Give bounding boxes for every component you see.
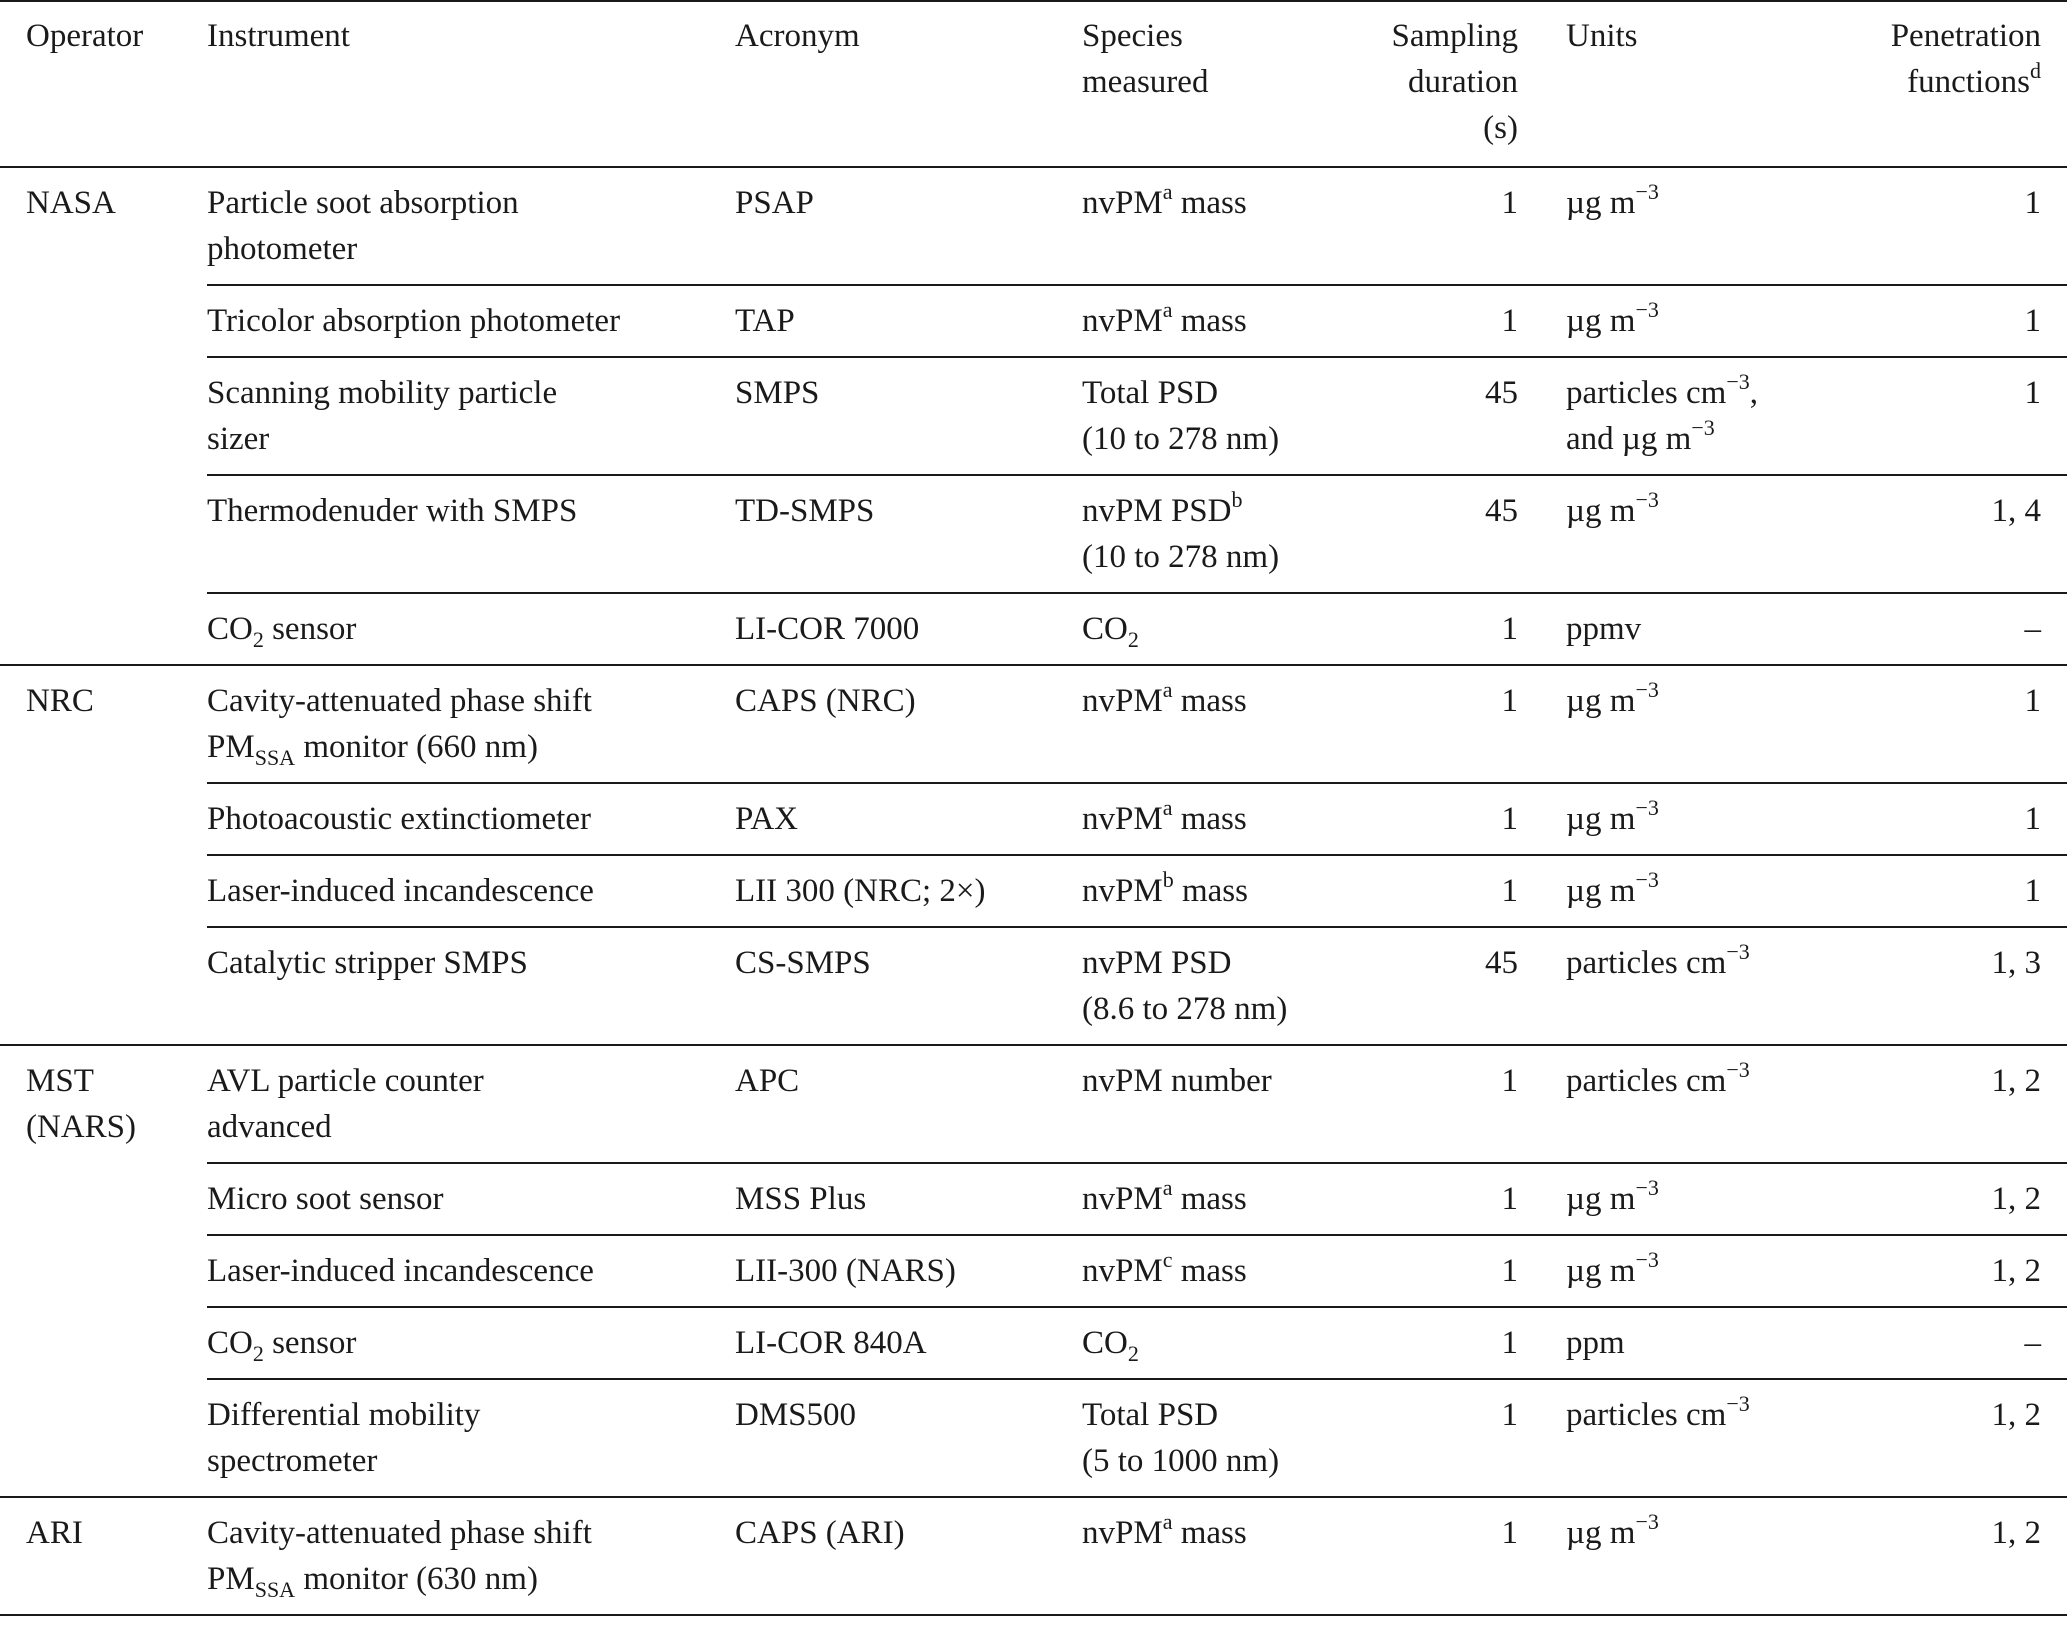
table-row — [0, 855, 2067, 927]
species-cell: nvPM$^a$ mass — [1082, 1497, 1323, 1615]
table-row — [0, 1235, 2067, 1307]
acronym-cell: LI-COR 840A — [735, 1307, 1082, 1379]
units-cell: particles $cm^{-3}$ — [1542, 1379, 1797, 1497]
instrument-cell: Tricolor absorption photometer — [207, 285, 735, 357]
table-row — [0, 1497, 2067, 1615]
acronym-cell: PAX — [735, 783, 1082, 855]
footnote-marker: a — [1162, 677, 1173, 702]
acronym-cell: CS-SMPS — [735, 927, 1082, 1045]
duration-cell: 1 — [1323, 593, 1542, 665]
units-cell: µg $m^{-3}$ — [1542, 665, 1797, 783]
units-cell: ppmv — [1542, 593, 1797, 665]
species-cell: nvPM number — [1082, 1045, 1323, 1163]
species-cell: nvPM$^a$ mass — [1082, 783, 1323, 855]
table-row — [0, 285, 2067, 357]
duration-cell: 1 — [1323, 1045, 1542, 1163]
duration-cell: 1 — [1323, 1307, 1542, 1379]
penetration-cell: 1, 3 — [1797, 927, 2067, 1045]
penetration-cell: 1 — [1797, 285, 2067, 357]
duration-cell: 1 — [1323, 1235, 1542, 1307]
acronym-cell: LII 300 (NRC; 2×) — [735, 855, 1082, 927]
table-row — [0, 357, 2067, 475]
footnote-marker: d — [2030, 58, 2041, 83]
instrument-cell: Laser-induced incandescence — [207, 1235, 735, 1307]
units-cell: µg $m^{-3}$ — [1542, 475, 1797, 593]
penetration-cell: 1 — [1797, 357, 2067, 475]
instrument-cell: Photoacoustic extinctiometer — [207, 783, 735, 855]
footnote-marker: a — [1162, 795, 1173, 820]
species-cell: nvPM$^b$ mass — [1082, 855, 1323, 927]
instrument-cell: Laser-induced incandescence — [207, 855, 735, 927]
footnote-marker: b — [1231, 487, 1243, 512]
penetration-cell: 1 — [1797, 783, 2067, 855]
header-units: Units — [1542, 1, 1797, 167]
units-cell: particles $cm^{-3}$ — [1542, 1045, 1797, 1163]
footnote-marker: b — [1162, 867, 1174, 892]
penetration-cell: – — [1797, 593, 2067, 665]
instrument-cell: Micro soot sensor — [207, 1163, 735, 1235]
footnote-marker: c — [1162, 1247, 1173, 1272]
table-row — [0, 167, 2067, 285]
table-row — [0, 1045, 2067, 1163]
duration-cell: 1 — [1323, 855, 1542, 927]
table-row — [0, 1379, 2067, 1497]
header-instrument: Instrument — [207, 1, 735, 167]
operator-cell: NASA — [26, 185, 116, 221]
duration-cell: 45 — [1323, 475, 1542, 593]
species-cell: nvPM$^a$ mass — [1082, 665, 1323, 783]
duration-cell: 45 — [1323, 927, 1542, 1045]
penetration-cell: 1 — [2024, 185, 2041, 221]
duration-cell: 1 — [1323, 1379, 1542, 1497]
instrument-cell: Cavity-attenuated phase shift $PM_{SSA}$ monitor (630 nm) — [207, 1497, 735, 1615]
duration-cell: 1 — [1501, 185, 1518, 221]
units-cell: particles $cm^{-3}$, and µg $m^{-3}$ — [1542, 357, 1797, 475]
species-cell: Total PSD (5 to 1000 nm) — [1082, 1379, 1323, 1497]
acronym-cell: MSS Plus — [735, 1163, 1082, 1235]
species-cell: nvPM$^a$ mass — [1082, 1163, 1323, 1235]
instrument-cell: Cavity-attenuated phase shift $PM_{SSA}$ monitor (660 nm) — [207, 665, 735, 783]
duration-cell: 1 — [1323, 665, 1542, 783]
operator-cell: ARI — [0, 1497, 207, 1615]
table-row — [0, 665, 2067, 783]
footnote-marker: a — [1162, 1175, 1173, 1200]
operator-cell: NRC — [0, 665, 207, 1045]
penetration-cell: 1, 2 — [1797, 1235, 2067, 1307]
footnote-marker: a — [1162, 179, 1173, 204]
instrument-cell: AVL particle counter advanced — [207, 1045, 735, 1163]
header-sampling-duration: Sampling duration (s) — [1323, 1, 1542, 167]
header-species: Species measured — [1082, 1, 1323, 167]
acronym-cell: TAP — [735, 285, 1082, 357]
footnote-marker: a — [1162, 1509, 1173, 1534]
units-cell: µg $m^{-3}$ — [1542, 783, 1797, 855]
instrument-cell: Catalytic stripper SMPS — [207, 927, 735, 1045]
units-cell: µg $m^{-3}$ — [1542, 1235, 1797, 1307]
instrument-cell: Thermodenuder with SMPS — [207, 475, 735, 593]
operator-cell: MST (NARS) — [0, 1045, 207, 1497]
acronym-cell: APC — [735, 1045, 1082, 1163]
units-cell: µg $m^{-3}$ — [1542, 855, 1797, 927]
duration-cell: 1 — [1323, 1163, 1542, 1235]
instrument-cell: Scanning mobility particle sizer — [207, 357, 735, 475]
units-cell: ppm — [1542, 1307, 1797, 1379]
instrument-cell: Particle soot absorption photometer — [207, 185, 519, 267]
species-cell: nvPM$^a$ mass — [1082, 179, 1247, 221]
acronym-cell: LII-300 (NARS) — [735, 1235, 1082, 1307]
penetration-cell: 1, 2 — [1797, 1163, 2067, 1235]
footnote-marker: a — [1162, 297, 1173, 322]
species-cell: nvPM PSD$^b$ (10 to 278 nm) — [1082, 475, 1323, 593]
acronym-cell: CAPS (ARI) — [735, 1497, 1082, 1615]
duration-cell: 45 — [1323, 357, 1542, 475]
penetration-cell: 1 — [1797, 855, 2067, 927]
acronym-cell: TD-SMPS — [735, 475, 1082, 593]
table-row — [0, 475, 2067, 593]
acronym-cell: SMPS — [735, 357, 1082, 475]
penetration-cell: 1, 2 — [1797, 1497, 2067, 1615]
table-row — [0, 1307, 2067, 1379]
instrument-cell: Differential mobility spectrometer — [207, 1379, 735, 1497]
units-cell: µg $m^{-3}$ — [1542, 285, 1797, 357]
duration-cell: 1 — [1323, 783, 1542, 855]
acronym-cell: LI-COR 7000 — [735, 593, 1082, 665]
header-operator: Operator — [0, 1, 207, 167]
penetration-cell: 1 — [1797, 665, 2067, 783]
duration-cell: 1 — [1323, 285, 1542, 357]
table-row — [0, 1163, 2067, 1235]
duration-cell: 1 — [1323, 1497, 1542, 1615]
species-cell: nvPM$^a$ mass — [1082, 285, 1323, 357]
instrument-cell: $CO_2$ sensor — [207, 1307, 735, 1379]
units-cell: µg $m^{-3}$ — [1542, 1497, 1797, 1615]
units-cell: µg $m^{-3}$ — [1566, 179, 1659, 221]
species-cell: nvPM PSD (8.6 to 278 nm) — [1082, 927, 1323, 1045]
units-cell: µg $m^{-3}$ — [1542, 1163, 1797, 1235]
species-cell: Total PSD (10 to 278 nm) — [1082, 357, 1323, 475]
penetration-cell: 1, 2 — [1797, 1045, 2067, 1163]
penetration-cell: 1, 2 — [1797, 1379, 2067, 1497]
table-row — [0, 783, 2067, 855]
table-row — [0, 593, 2067, 665]
table-header-row — [0, 1, 2067, 167]
table-row — [0, 927, 2067, 1045]
species-cell: $CO_2$ — [1082, 1307, 1323, 1379]
header-penetration: Penetration functions$^d$ — [1797, 1, 2067, 167]
acronym-cell: PSAP — [735, 185, 814, 221]
penetration-cell: 1, 4 — [1797, 475, 2067, 593]
species-cell: nvPM$^c$ mass — [1082, 1235, 1323, 1307]
species-cell: $CO_2$ — [1082, 593, 1323, 665]
header-acronym: Acronym — [735, 1, 1082, 167]
acronym-cell: DMS500 — [735, 1379, 1082, 1497]
penetration-cell: – — [1797, 1307, 2067, 1379]
units-cell: particles $cm^{-3}$ — [1542, 927, 1797, 1045]
instrument-cell: $CO_2$ sensor — [207, 593, 735, 665]
acronym-cell: CAPS (NRC) — [735, 665, 1082, 783]
